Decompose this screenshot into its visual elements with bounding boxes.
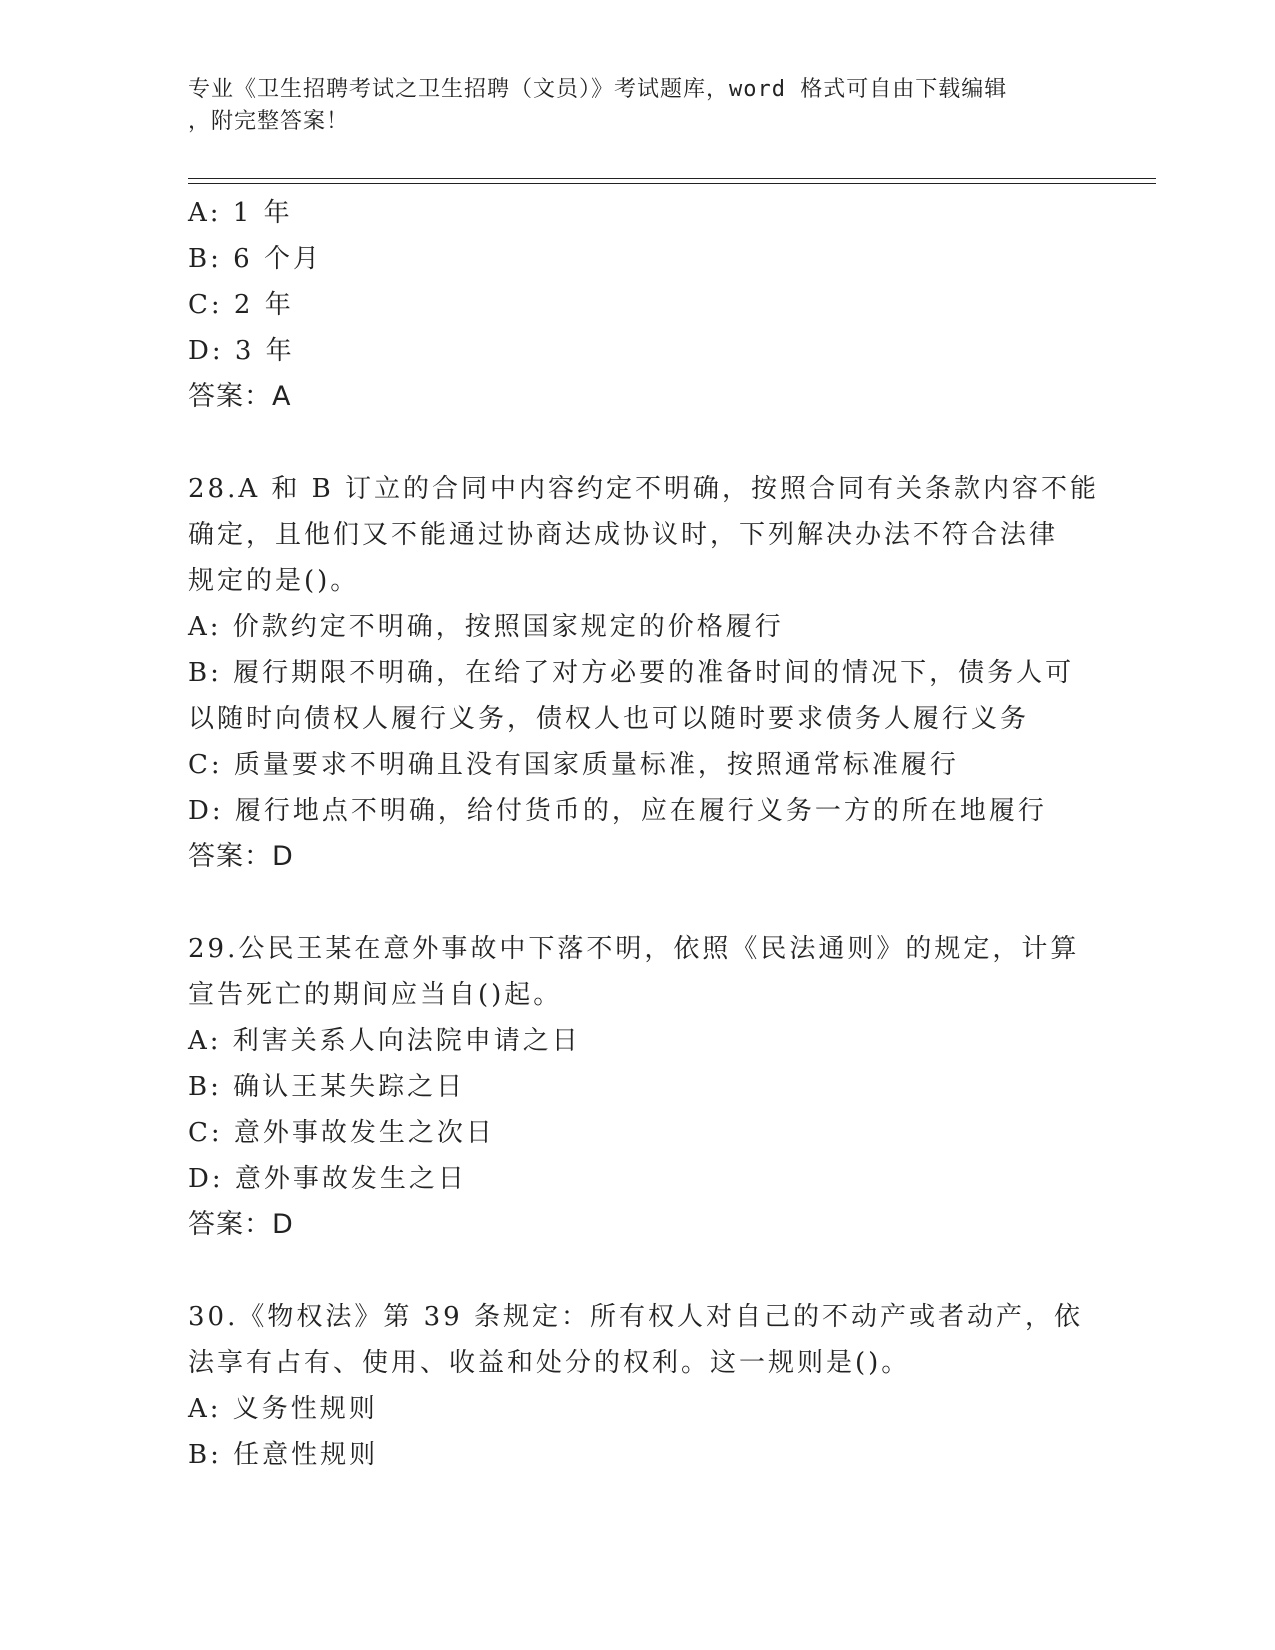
question-stem-line: 28.A 和 B 订立的合同中内容约定不明确，按照合同有关条款内容不能: [188, 474, 1100, 504]
option-b: B: 确认王某失踪之日: [188, 1072, 466, 1102]
option-b: B: 6 个月: [188, 244, 322, 274]
option-d: D: 3 年: [188, 336, 295, 366]
header-line-2: ，附完整答案！: [188, 109, 350, 134]
answer: 答案：D: [188, 841, 294, 872]
option-a: A: 1 年: [188, 198, 293, 228]
question-stem-line: 宣告死亡的期间应当自()起。: [188, 980, 563, 1010]
question-28: [188, 466, 1100, 880]
question-27: [188, 190, 1088, 420]
document-header: [188, 74, 1088, 138]
option-b: B: 履行期限不明确，在给了对方必要的准备时间的情况下，债务人可: [188, 658, 1075, 688]
option-b-continued: 以随时向债权人履行义务，债权人也可以随时要求债务人履行义务: [188, 704, 1030, 734]
header-rule-top: [188, 178, 1156, 179]
answer: 答案：D: [188, 1209, 294, 1240]
option-a: A: 价款约定不明确，按照国家规定的价格履行: [188, 612, 784, 642]
header-line-1: 专业《卫生招聘考试之卫生招聘（文员）》考试题库，word 格式可自由下载编辑: [188, 77, 1008, 102]
header-rule-bottom: [188, 183, 1156, 184]
option-a: A: 利害关系人向法院申请之日: [188, 1026, 581, 1056]
question-list: [188, 190, 1100, 1478]
question-stem-line: 确定，且他们又不能通过协商达成协议时，下列解决办法不符合法律: [188, 520, 1059, 550]
option-c: C: 质量要求不明确且没有国家质量标准，按照通常标准履行: [188, 750, 959, 780]
question-stem-line: 法享有占有、使用、收益和处分的权利。这一规则是()。: [188, 1348, 911, 1378]
question-stem-line: 规定的是()。: [188, 566, 360, 596]
option-c: C: 2 年: [188, 290, 294, 320]
answer: 答案：A: [188, 381, 292, 412]
option-c: C: 意外事故发生之次日: [188, 1118, 495, 1148]
option-d: D: 意外事故发生之日: [188, 1164, 467, 1194]
option-d: D: 履行地点不明确，给付货币的，应在履行义务一方的所在地履行: [188, 796, 1047, 826]
option-b: B: 任意性规则: [188, 1440, 379, 1470]
question-30: [188, 1294, 1088, 1478]
question-29: [188, 926, 1088, 1248]
question-stem-line: 30.《物权法》第 39 条规定：所有权人对自己的不动产或者动产，依: [188, 1302, 1083, 1332]
question-stem-line: 29.公民王某在意外事故中下落不明，依照《民法通则》的规定，计算: [188, 934, 1080, 964]
option-a: A: 义务性规则: [188, 1394, 378, 1424]
